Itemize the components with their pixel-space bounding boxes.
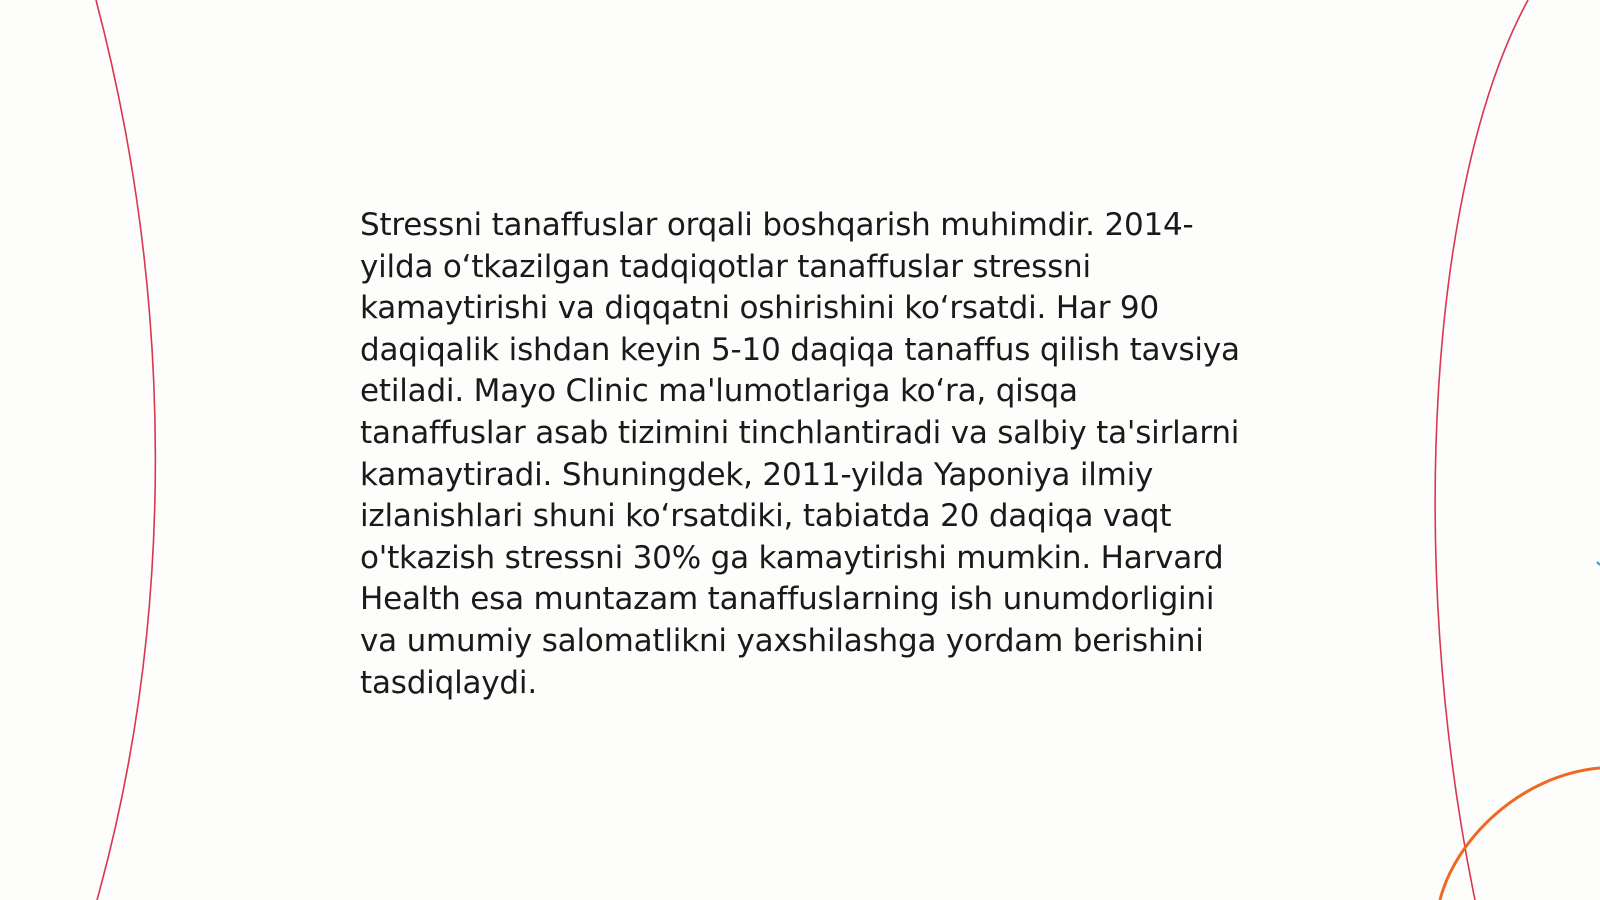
right-curve	[1435, 0, 1528, 900]
body-paragraph: Stressni tanaffuslar orqali boshqarish muhimdir. 2014-yilda o‘tkazilgan tadqiqotlar tanaffuslar stressni kamaytirishi va diqqatni oshirishini ko‘rsatdi. Har 90 daqiqalik ishdan keyin 5-10 daqiqa tanaffus qilish tavsiya etiladi. Mayo Clinic ma'lumotlariga ko‘ra, qisqa tanaffuslar asab tizimini tinchlantiradi va salbiy ta'sirlarni kamaytiradi. Shuningdek, 2011-yilda Yaponiya ilmiy izlanishlari shuni ko‘rsatdiki, tabiatda 20 daqiqa vaqt o'tkazish stressni 30% ga kamaytirishi mumkin. Harvard Health esa muntazam tanaffuslarning ish unumdorligini va umumiy salomatlikni yaxshilashga yordam berishini tasdiqlaydi.	[360, 207, 1240, 701]
left-curve	[96, 0, 155, 900]
orange-arc	[1440, 768, 1600, 900]
